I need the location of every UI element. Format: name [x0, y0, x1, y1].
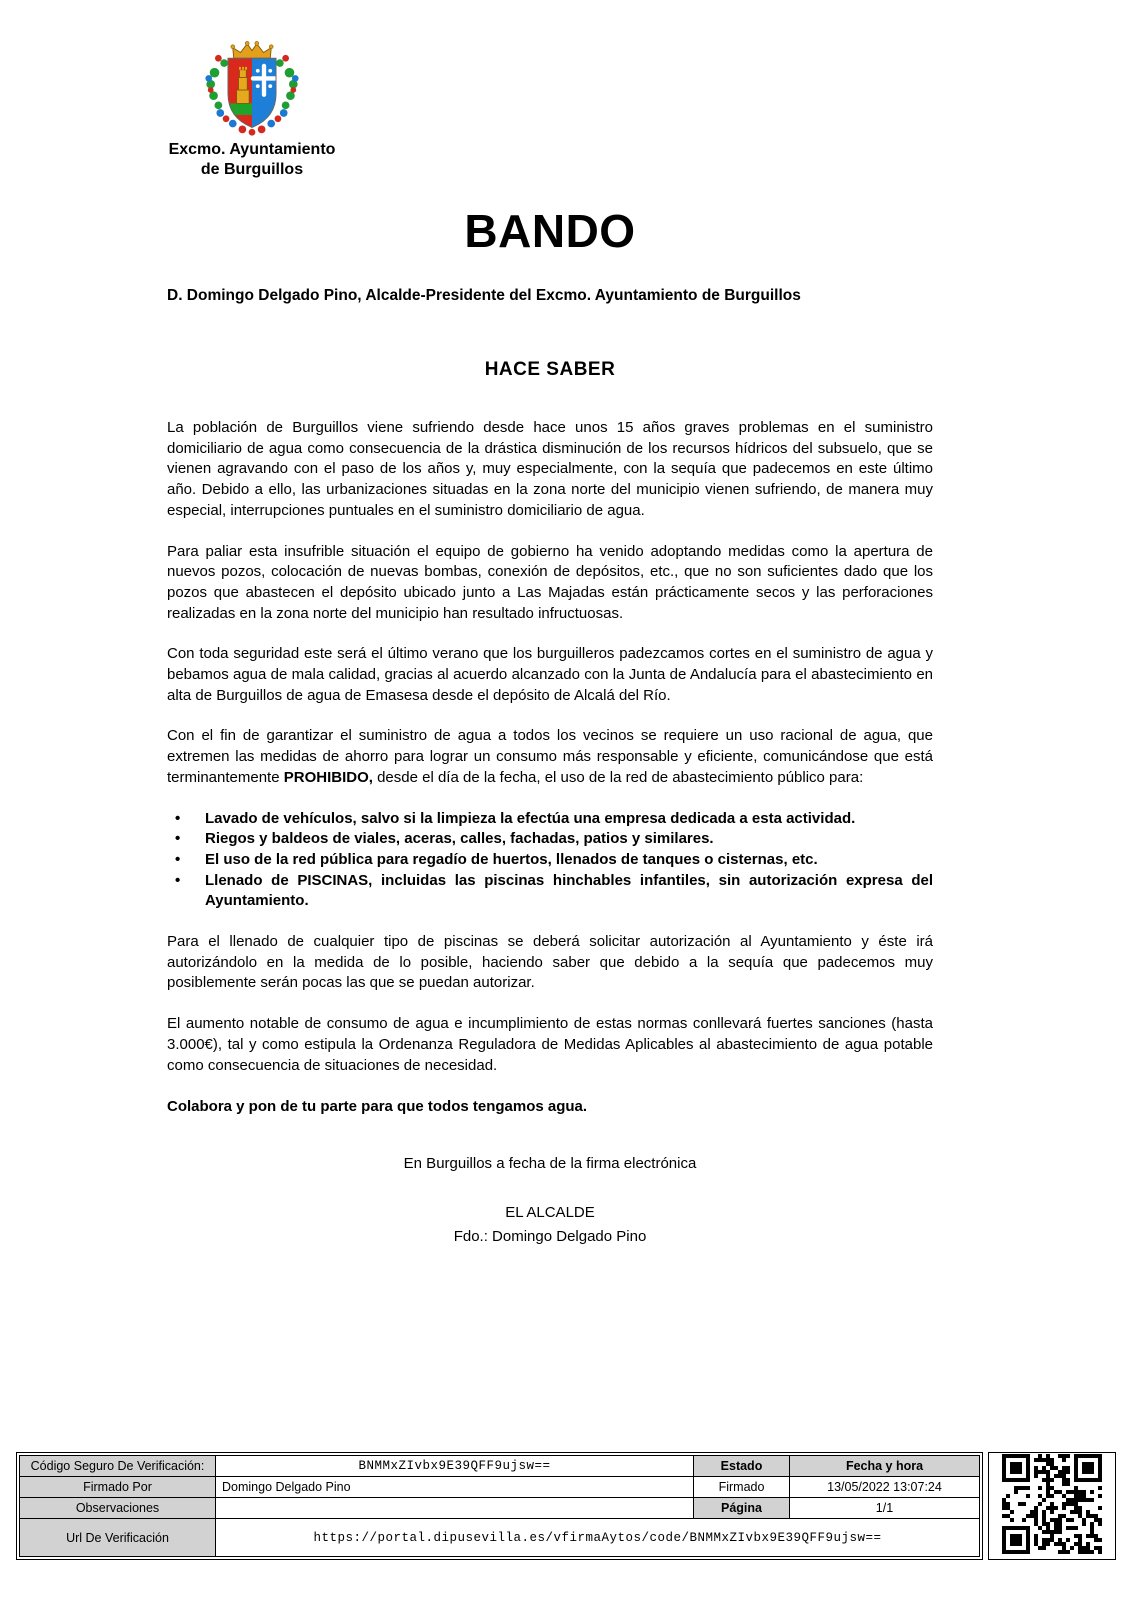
url-verificacion-label: Url De Verificación	[20, 1519, 216, 1557]
pagina-label: Página	[694, 1498, 790, 1519]
pagina-value: 1/1	[790, 1498, 980, 1519]
prohibido-emphasis: PROHIBIDO,	[283, 768, 373, 786]
hace-saber-heading: HACE SABER	[484, 359, 616, 380]
org-name-line2: de Burguillos	[200, 161, 304, 178]
observaciones-label: Observaciones	[20, 1498, 216, 1519]
paragraph-6: El aumento notable de consumo de agua e incumplimiento de estas normas conllevará fuertes sanciones (hasta 3.000€), tal y como estipula la Ordenanza Reguladora de Medidas Aplicables al abastecimiento de agua potable como consecuencia de situaciones de necesidad.	[167, 1015, 933, 1074]
signature-title: EL ALCALDE	[505, 1204, 595, 1222]
document-body	[167, 198, 933, 1247]
bullet-icon: •	[175, 871, 181, 889]
bullet-icon: •	[175, 809, 181, 827]
signature-name: Fdo.: Domingo Delgado Pino	[453, 1228, 647, 1246]
org-name-line1: Excmo. Ayuntamiento	[168, 141, 336, 158]
url-verificacion-value: https://portal.dipusevilla.es/vfirmaAytos/code/BNMMxZIvbx9E39QFF9ujsw==	[216, 1519, 980, 1557]
list-item	[167, 850, 933, 871]
list-item-text: Llenado de PISCINAS, incluidas las piscinas hinchables infantiles, sin autorización expresa del Ayuntamiento.	[205, 871, 933, 910]
firmado-por-value: Domingo Delgado Pino	[216, 1477, 694, 1498]
list-item	[167, 829, 933, 850]
paragraph-4-post: desde el día de la fecha, el uso de la red de abastecimiento público para:	[372, 768, 864, 786]
burguillos-coat-of-arms-icon	[199, 40, 305, 138]
list-item	[167, 871, 933, 912]
paragraph-5: Para el llenado de cualquier tipo de piscinas se deberá solicitar autorización al Ayuntamiento y éste irá autorizándolo en la medida de lo posible, haciendo saber que debido a la sequía que padecemos muy posiblemente serán pocas las que se puedan autorizar.	[167, 933, 933, 992]
observaciones-value	[216, 1498, 694, 1519]
fecha-hora-header: Fecha y hora	[790, 1456, 980, 1477]
paragraph-3: Con toda seguridad este será el último verano que los burguilleros padezcamos cortes en el suministro de agua y bebamos agua de mala calidad, gracias al acuerdo alcanzado con la Junta de Andalucía para el abastecimiento en alta de Burguillos de agua de Emasesa desde el depósito de Alcalá del Río.	[167, 645, 933, 704]
csv-label: Código Seguro De Verificación:	[20, 1456, 216, 1477]
paragraph-4	[167, 726, 933, 788]
estado-value: Firmado	[694, 1477, 790, 1498]
place-date-line: En Burguillos a fecha de la firma electrónica	[403, 1155, 697, 1173]
fecha-hora-value: 13/05/2022 13:07:24	[790, 1477, 980, 1498]
qr-code	[1002, 1454, 1102, 1559]
list-item-text: Lavado de vehículos, salvo si la limpieza la efectúa una empresa dedicada a esta actividad.	[205, 809, 856, 827]
closing-appeal: Colabora y pon de tu parte para que todos tengamos agua.	[167, 1098, 588, 1116]
paragraph-4-pre: Con el fin de garantizar el suministro de agua a todos los vecinos se requiere un uso racional de agua, que extremen las medidas de ahorro para lograr un consumo más responsable y eficiente, comunicándose que está terminantemente	[167, 727, 933, 786]
municipal-crest-block	[152, 40, 352, 180]
bullet-icon: •	[175, 850, 181, 868]
qr-code-box	[988, 1452, 1116, 1560]
paragraph-2: Para paliar esta insufrible situación el equipo de gobierno ha venido adoptando medidas como la apertura de nuevos pozos, colocación de nuevas bombas, conexión de depósitos, etc., que no son suficientes dado que los pozos que abastecen el depósito ubicado junto a Las Majadas están prácticamente secos y las perforaciones realizadas en la zona norte del municipio han resultado infructuosas.	[167, 542, 933, 622]
bullet-icon: •	[175, 830, 181, 848]
estado-header: Estado	[694, 1456, 790, 1477]
prohibited-uses-list	[167, 809, 933, 913]
page-title: BANDO	[464, 205, 636, 257]
verification-footer	[16, 1452, 1116, 1560]
paragraph-1: La población de Burguillos viene sufriendo desde hace unos 15 años graves problemas en el suministro domiciliario de agua como consecuencia de la drástica disminución de los recursos hídricos del subsuelo, que se vienen agravando con el paso de los años y, muy especialmente, con la sequía que padecemos en este último año. Debido a ello, las urbanizaciones situadas en la zona norte del municipio vienen sufriendo, de manera muy especial, interrupciones puntuales en el suministro domiciliario de agua.	[167, 419, 933, 519]
issuer-line: D. Domingo Delgado Pino, Alcalde-Presidente del Excmo. Ayuntamiento de Burguillos	[167, 287, 801, 304]
firmado-por-label: Firmado Por	[20, 1477, 216, 1498]
verification-table	[19, 1455, 980, 1557]
list-item	[167, 809, 933, 830]
verification-table-wrap	[16, 1452, 983, 1560]
csv-value: BNMMxZIvbx9E39QFF9ujsw==	[216, 1456, 694, 1477]
list-item-text: El uso de la red pública para regadío de huertos, llenados de tanques o cisternas, etc.	[205, 850, 818, 868]
list-item-text: Riegos y baldeos de viales, aceras, calles, fachadas, patios y similares.	[205, 830, 714, 848]
